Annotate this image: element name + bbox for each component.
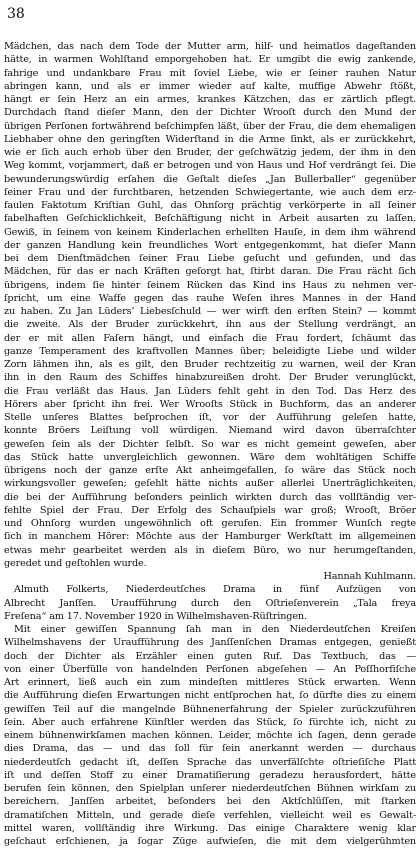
text-line: wie er ſich auch erhob über den Bruder, der geſchwätzig jedem, der ihm in den (4, 147, 416, 158)
text-line: die Frau verläßt das Haus. Jan Lüders fehlt geht in den Tod. Das Herz des (4, 385, 416, 397)
author-signature: Hannah Kuhlmann. (323, 571, 416, 582)
text-line: bewunderungswürdig erſahen die Geſtalt dieſes „Jan Bullerballer“ gegenüber (4, 173, 416, 185)
text-line: einem bühnenwirkſamen machen können. Leider, möchte ich ſagen, denn gerade (4, 730, 416, 741)
text-line: übrigens noch der ganze erſte Akt anheimgefallen, ſo wäre das Stück noch (4, 465, 416, 476)
text-line: abringen kann, und als er immer wieder auf kalte, muffige Abwehr ſtößt, (4, 80, 416, 92)
text-line: konnte Bröers Leiſtung voll würdigen. Niemand wird davon überraſchter (4, 425, 416, 437)
body-text (4, 40, 416, 848)
text-line: ſeiner Frau und der furchtbaren, hetzenden Schwiegertante, wie auch dem erz- (4, 186, 416, 198)
text-line: geredet und geſtohlen wurde. (4, 557, 147, 569)
text-line: bei dem Dienſtmädchen ſeiner Frau Liebe geſucht und gefunden, und das (4, 253, 416, 264)
text-line: Hörers aber ſpricht ihn frei. Wer Wrooſts Stück in Buchform, das an anderer (4, 398, 416, 410)
text-line: ſpricht, um eine Waffe gegen das rauhe Weſen ihres Mannes in der Hand (4, 292, 416, 304)
text-line: fabelhaften Geſchicklichkeit, Beſchäftigung nicht in Arbeit ausarten zu laſſen. (4, 213, 416, 225)
text-line: Stelle unſeres Blattes beſprochen iſt, vor der Aufführung geleſen hatte, (4, 412, 416, 423)
review-1 (4, 40, 416, 570)
text-line: der er mit allen Faſern hängt, und einfach die Frau fordert, ſchäumt das (4, 332, 416, 344)
text-line: bereichern. Janſſen arbeitet, beſonders bei den Aktſchlüſſen, mit ſtarken (4, 796, 416, 808)
text-line: von einer Überfülle von handelnden Perſonen abgeſehen — An Poſſhorfiſche (4, 663, 416, 675)
text-line: Mädchen, für das er nach Kräften geſorgt hat, ſtirbt daran. Die Frau rächt ſich (4, 266, 416, 278)
text-line: Mädchen, das nach dem Tode der Mutter arm, hilf- und heimatlos dageſtanden (4, 41, 416, 52)
text-line: niederdeutſch gedacht iſt, deſſen Sprache das unverfälſchte oſtrieſiſche Platt (4, 756, 416, 768)
text-line: Gewiß, in ſeinem von keinem Kinderlachen erhellten Hauſe, in dem ihm während (4, 226, 416, 238)
text-line: das Stück hatte unvergleichlich gewonnen. Wäre dem wohltätigen Schiffe (4, 451, 416, 463)
text-line: fehlte Spiel der Frau. Der Erfolg des Schauſpiels war groß; Wrooſt, Bröer (4, 504, 416, 516)
text-line: ſich in manchem Hörer: Möchte aus der Hamburger Werkſtatt im allgemeinen (4, 531, 416, 543)
text-line: dramatiſchen Mitteln, und gerade dieſe verfehlen, vielleicht weil es Gewalt- (4, 809, 416, 821)
text-line: ihn in den Raum des Schiffes hinabzureißen droht. Der Bruder verunglückt, (4, 372, 416, 384)
page-number: 38 (7, 6, 25, 22)
text-line: die Aufführung dieſen Erwartungen nicht entſprochen hat, ſo dürfte dies zu einem (4, 690, 416, 702)
text-line: wirkungsvoller geweſen; geſehlt hätte nichts außer allerlei Unerträglichkeiten, (4, 478, 416, 490)
text-line: Art erinnert, ließ auch ein zum mindeſten mittleres Stück erwarten. Wenn (4, 677, 416, 688)
text-line: Durchdach ſtand dieſer Mann, den der Dichter Wrooſt durch den Mund der (4, 107, 416, 119)
text-line: Weg kommt, vorjammert, daß er betrogen und von Haus und Hof verdrängt ſei. Die (4, 160, 416, 172)
text-line: etwas mehr gearbeitet werden als in dieſem Büro, wo nur herumgeſtanden, (4, 544, 416, 556)
text-line: zu haben. Zu Jan Lüders’ Liebesſchuld — wer wirft den erſten Stein? — kommt (4, 306, 416, 317)
text-line: faulen Faktotum Kriſtian Guhl, das Ohnſorg prächtig verkörperte in all ſeiner (4, 200, 416, 211)
text-line: geſchaut erſchienen, ja ſogar Züge aufwieſen, die mit dem vielgerühmten (4, 836, 416, 847)
text-line: ſein. Aber auch erfahrene Künſtler werden das Stück, ſo fürchte ich, nicht zu (4, 716, 416, 728)
text-line: Zorn lähmen ihn, als es gilt, den Bruder rechtzeitig zu warnen, weil der Kran (4, 359, 416, 370)
text-line: fahrige und undankbare Frau mit ſoviel Liebe, wie er ſeiner rauhen Natur (4, 67, 416, 79)
text-line: geweſen ſein als der Dichter ſelbſt. So war es nicht gemeint geweſen, aber (4, 438, 416, 450)
text-line: Albrecht Janſſen. Uraufführung durch den Oſtrieſenverein „Tala freya (4, 597, 416, 609)
text-line: Liebhaber ohne den geringſten Widerſtand in die Arme ſinkt, als er zurückkehrt, (4, 133, 416, 145)
text-line: hängt er ſein Herz an ein armes, krankes Kätzchen, das er zärtlich pflegt. (4, 94, 416, 105)
text-line: gewiſſen Teil auf die mangelnde Bühnenerfahrung der Spieler zurückzuführen (4, 703, 416, 715)
text-line: Almuth Folkerts, Niederdeutſches Drama in fünf Aufzügen von (14, 584, 416, 596)
text-line: übrigens, indem ſie hinter ſeinem Rücken das Kind ins Haus zu nehmen ver- (4, 279, 416, 291)
text-line: berufen ſein können, den Spielplan unſerer niederdeutſchen Bühnen wirkſam zu (4, 783, 416, 794)
text-line: doch der Dichter als Erzähler einen guten Ruf. Das Textbuch, das — (4, 650, 416, 662)
text-line: mittel waren, vollſtändig ihre Wirkung. Das einige Charaktere wenig klar (4, 822, 416, 834)
text-line: ganze Temperament des kraftvollen Mannes über; beleidigte Liebe und wilder (4, 345, 416, 357)
text-line: die bei der Aufführung beſonders peinlich wirkten durch das vollſtändig ver- (4, 491, 416, 503)
text-line: Freſena“ am 17. November 1920 in Wilhelmshaven-Rüſtringen. (4, 610, 307, 622)
text-line: iſt und deſſen Stoff zu einer Dramatiſierung geradezu herausfordert, hätte (4, 769, 416, 781)
text-line: dies Drama, das — und das ſoll für ſein anerkannt werden — durchaus (4, 743, 416, 755)
text-line: Wilhelmshavens der Uraufführung des Janſſenſchen Dramas entgegen, genießt (4, 637, 416, 649)
text-line: die zweite. Als der Bruder zurückkehrt, ihn aus der Stellung verdrängt, an (4, 319, 416, 331)
text-line: und Ohnſorg wurden ungewöhnlich oft gerufen. Ein frommer Wunſch regte (4, 518, 416, 529)
text-line: hätte, in warmen Wohlſtand emporgehoben hat. Er umgibt die ewig zankende, (4, 54, 416, 66)
review-2 (4, 583, 416, 848)
text-line: übrigen Perſonen fortwährend beſchimpfen läßt, über der Frau, die dem ehemaligen (4, 120, 416, 132)
text-line: Mit einer gewiſſen Spannung ſah man in den Niederdeutſchen Kreiſen (14, 624, 416, 635)
text-line: der ganzen Handlung kein freundliches Wort entgegenkommt, hat dieſer Mann (4, 239, 416, 251)
